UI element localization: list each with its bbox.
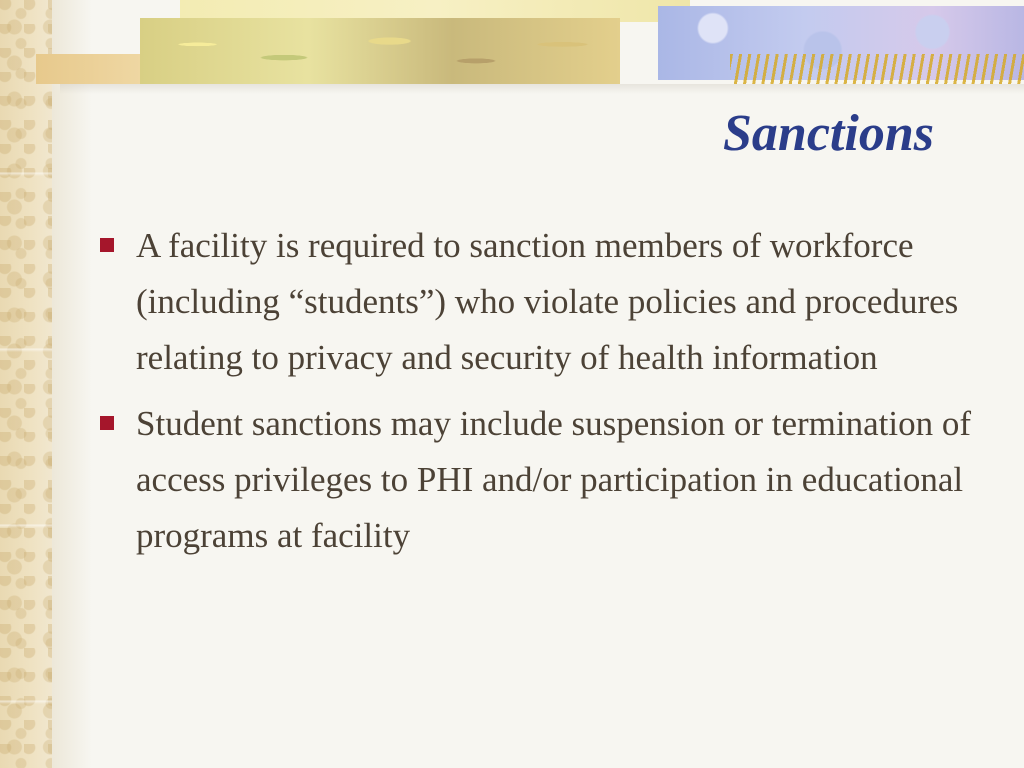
- bullet-text: Student sanctions may include suspension or termination of access privileges to PHI and/or participation in educational programs at facility: [136, 404, 972, 555]
- banner-shadow: [60, 84, 1024, 94]
- banner-leaves-image: [140, 18, 620, 84]
- square-bullet-icon: [100, 238, 114, 252]
- banner-tan-block: [36, 54, 156, 84]
- top-decorative-banner: [30, 0, 1024, 88]
- banner-wheat-image: [730, 54, 1024, 84]
- left-decorative-strip: [0, 0, 52, 768]
- bullet-text: A facility is required to sanction members of workforce (including “students”) who violate policies and procedures relating to privacy and security of health information: [136, 226, 959, 377]
- bullet-list: [100, 218, 980, 574]
- bullet-item: [100, 396, 980, 564]
- left-strip-fade: [52, 0, 92, 768]
- slide-title: Sanctions: [723, 105, 934, 162]
- bullet-item: [100, 218, 980, 386]
- square-bullet-icon: [100, 416, 114, 430]
